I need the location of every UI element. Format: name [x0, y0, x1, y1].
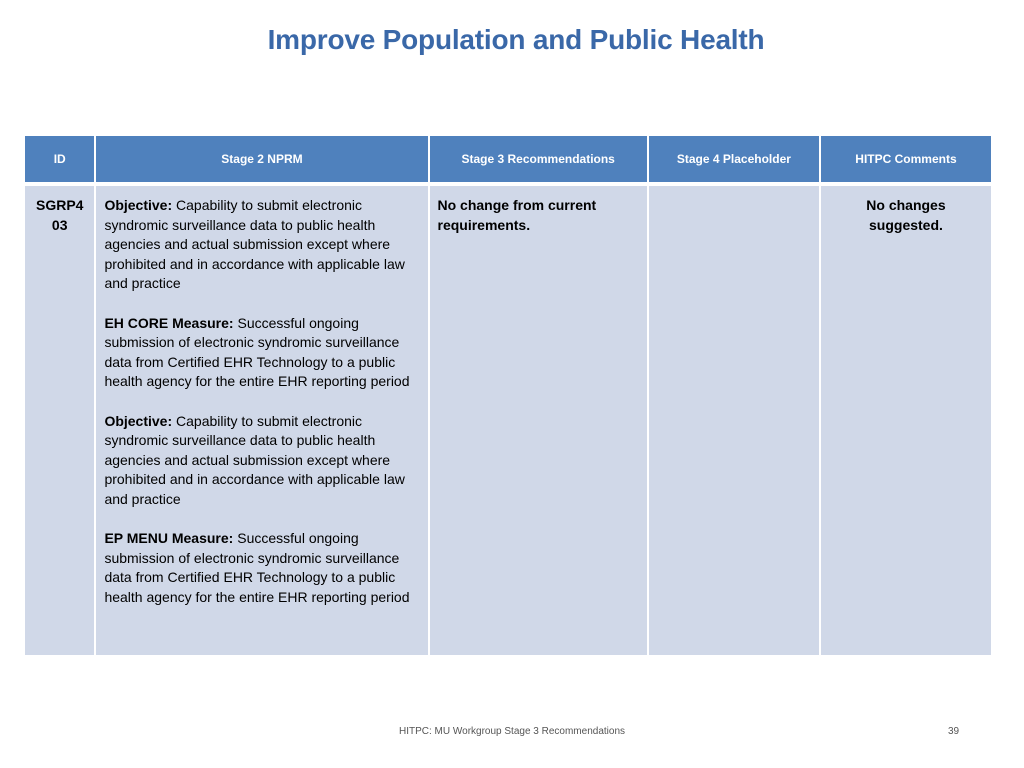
stage2-objective-text: Capability to submit electronic syndromic surveillance data to public health agencies and actual submission except where prohibited and in accordance with applicable law and practice [104, 197, 405, 292]
stage2-ep-menu-measure-label: EP MENU Measure: [104, 530, 234, 547]
stage2-ep-menu-measure-block [104, 529, 419, 607]
cell-id: SGRP403 [25, 184, 95, 655]
cell-stage4-placeholder [648, 184, 820, 655]
stage2-objective-block [104, 196, 419, 294]
stage2-objective-label: Objective: [104, 412, 173, 429]
stage2-eh-core-measure-block [104, 314, 419, 392]
slide-title: Improve Population and Public Health [267, 24, 765, 55]
cell-hitpc-comments: No changes suggested. [820, 184, 991, 655]
table-header-row [25, 136, 991, 184]
page-number: 39 [948, 726, 960, 737]
table-row [25, 184, 991, 655]
header-stage3-recommendations: Stage 3 Recommendations [429, 136, 648, 184]
stage2-ep-menu-measure-text: Successful ongoing submission of electronic syndromic surveillance data from Certified EHR Technology to a public health agency for the entire EHR reporting period [104, 530, 410, 605]
stage2-eh-core-measure-label: EH CORE Measure: [104, 314, 234, 331]
recommendations-table [25, 136, 991, 655]
stage2-eh-core-measure-text: Successful ongoing submission of electronic syndromic surveillance data from Certified EHR Technology to a public health agency for the entire EHR reporting period [104, 314, 410, 390]
header-stage2-nprm: Stage 2 NPRM [95, 136, 428, 184]
cell-stage3-recommendations: No change from current requirements. [429, 184, 648, 655]
header-hitpc-comments: HITPC Comments [820, 136, 991, 184]
header-id: ID [25, 136, 95, 184]
cell-stage2-nprm [95, 184, 428, 655]
header-stage4-placeholder: Stage 4 Placeholder [648, 136, 820, 184]
stage2-objective-text: Capability to submit electronic syndromic surveillance data to public health agencies and actual submission except where prohibited and in accordance with applicable law and practice [104, 412, 405, 507]
stage2-objective-block [104, 412, 419, 510]
stage2-objective-label: Objective: [104, 197, 173, 213]
footer-text: HITPC: MU Workgroup Stage 3 Recommendations [398, 726, 625, 737]
